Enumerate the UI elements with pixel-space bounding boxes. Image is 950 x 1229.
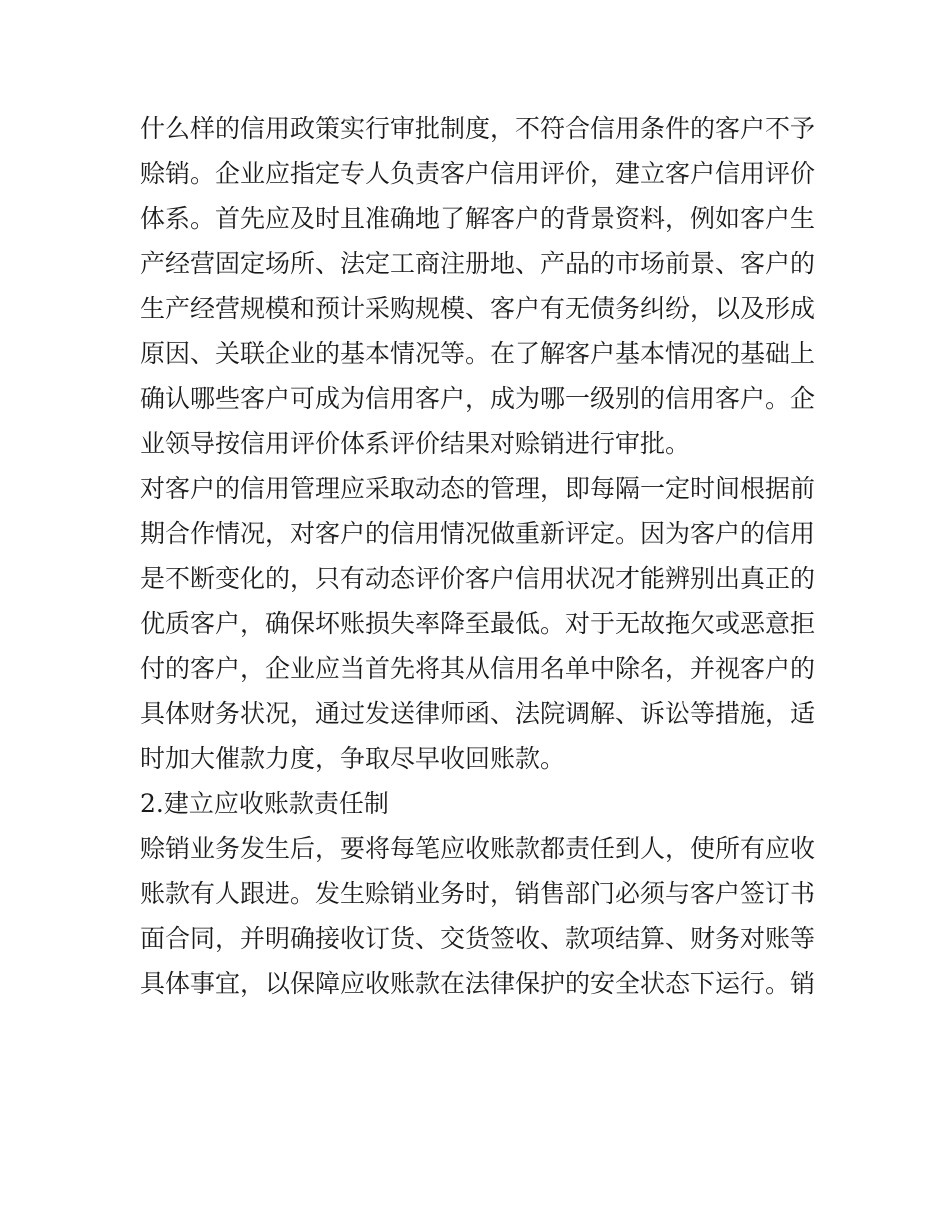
- text-line: 对客户的信用管理应采取动态的管理，即每隔一定时间根据前: [140, 474, 816, 503]
- section-heading: 2.建立应收账款责任制: [140, 789, 389, 818]
- text-line: 面合同，并明确接收订货、交货签收、款项结算、财务对账等: [140, 924, 816, 953]
- text-line: 是不断变化的，只有动态评价客户信用状况才能辨别出真正的: [140, 564, 816, 593]
- text-line: 确认哪些客户可成为信用客户，成为哪一级别的信用客户。企: [140, 384, 816, 413]
- text-line: 生产经营规模和预计采购规模、客户有无债务纠纷，以及形成: [140, 294, 816, 323]
- text-line: 优质客户，确保坏账损失率降至最低。对于无故拖欠或恶意拒: [140, 609, 816, 638]
- text-line: 期合作情况，对客户的信用情况做重新评定。因为客户的信用: [140, 519, 816, 548]
- text-line: 业领导按信用评价体系评价结果对赊销进行审批。: [140, 429, 691, 458]
- text-line: 具体财务状况，通过发送律师函、法院调解、诉讼等措施，适: [140, 699, 816, 728]
- text-line: 原因、关联企业的基本情况等。在了解客户基本情况的基础上: [140, 339, 816, 368]
- text-line: 账款有人跟进。发生赊销业务时，销售部门必须与客户签订书: [140, 879, 816, 908]
- text-line: 赊销业务发生后，要将每笔应收账款都责任到人，使所有应收: [140, 834, 816, 863]
- text-line: 体系。首先应及时且准确地了解客户的背景资料，例如客户生: [140, 204, 816, 233]
- text-line: 时加大催款力度，争取尽早收回账款。: [140, 744, 566, 773]
- text-line: 什么样的信用政策实行审批制度，不符合信用条件的客户不予: [140, 114, 816, 143]
- text-line: 赊销。企业应指定专人负责客户信用评价，建立客户信用评价: [140, 159, 816, 188]
- body-text: [140, 106, 820, 1006]
- text-line: 具体事宜，以保障应收账款在法律保护的安全状态下运行。销: [140, 969, 816, 998]
- text-line: 付的客户，企业应当首先将其从信用名单中除名，并视客户的: [140, 654, 816, 683]
- text-line: 产经营固定场所、法定工商注册地、产品的市场前景、客户的: [140, 249, 816, 278]
